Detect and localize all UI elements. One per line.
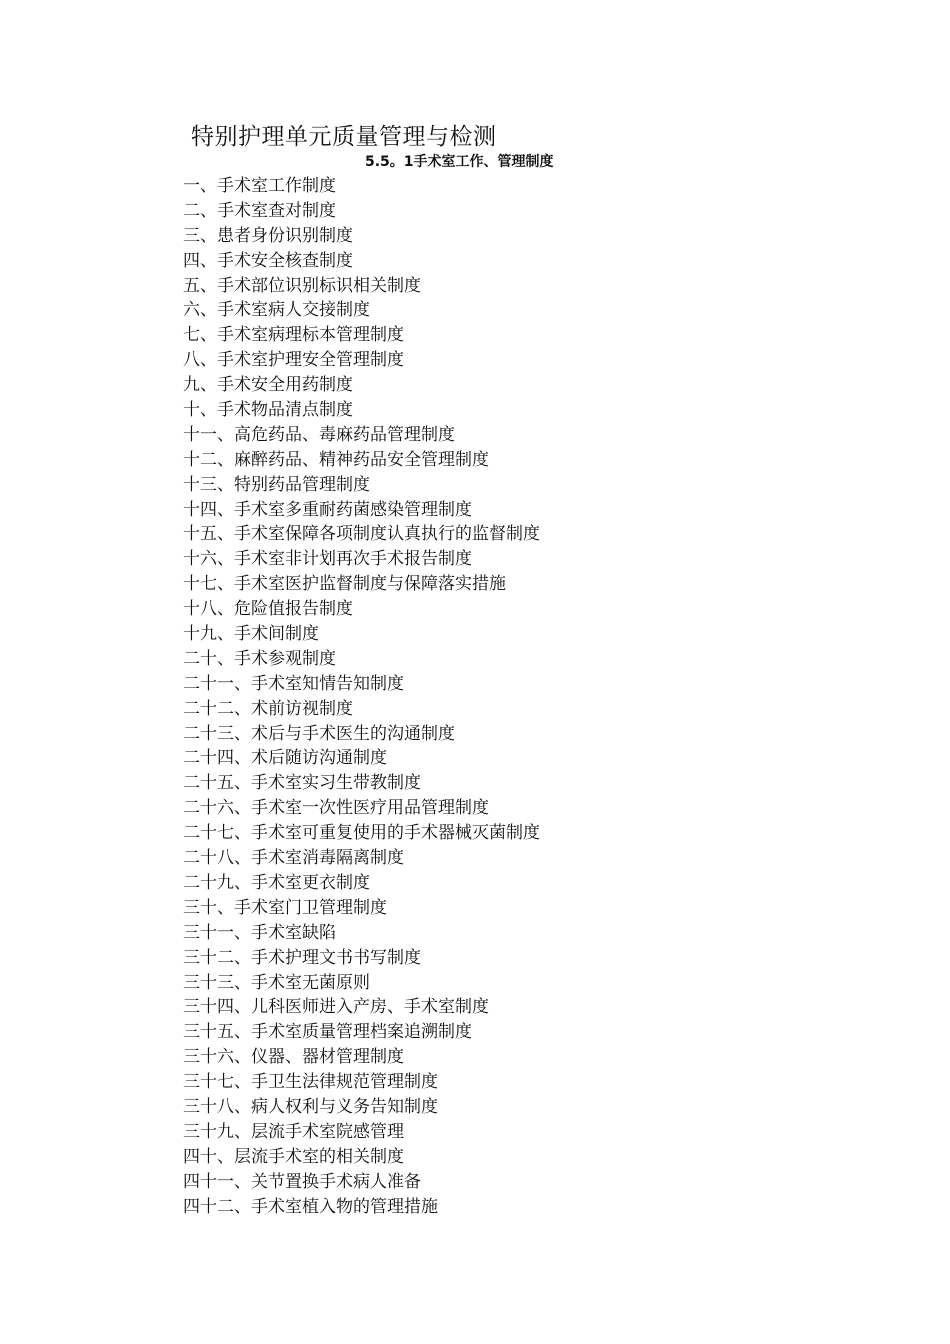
list-item: 二、手术室查对制度 <box>183 200 336 221</box>
list-item: 三十三、手术室无菌原则 <box>183 972 370 993</box>
list-item: 四十二、手术室植入物的管理措施 <box>183 1196 438 1217</box>
list-item: 三十一、手术室缺陷 <box>183 922 336 943</box>
list-item: 十七、手术室医护监督制度与保障落实措施 <box>183 574 506 595</box>
list-item: 二十二、术前访视制度 <box>183 698 353 719</box>
list-item: 二十八、手术室消毒隔离制度 <box>183 848 404 869</box>
list-item: 三十五、手术室质量管理档案追溯制度 <box>183 1022 472 1043</box>
list-item: 二十六、手术室一次性医疗用品管理制度 <box>183 798 489 819</box>
list-item: 二十、手术参观制度 <box>183 648 336 669</box>
policy-list <box>183 174 540 1219</box>
list-item: 四十一、关节置换手术病人准备 <box>183 1171 421 1192</box>
document-title: 特别护理单元质量管理与检测 <box>191 124 497 150</box>
list-item: 九、手术安全用药制度 <box>183 375 353 396</box>
list-item: 四、手术安全核查制度 <box>183 250 353 271</box>
list-item: 二十九、手术室更衣制度 <box>183 872 370 893</box>
list-item: 十六、手术室非计划再次手术报告制度 <box>183 549 472 570</box>
list-item: 十九、手术间制度 <box>183 624 319 645</box>
list-item: 六、手术室病人交接制度 <box>183 300 370 321</box>
list-item: 三十八、病人权利与义务告知制度 <box>183 1096 438 1117</box>
list-item: 十一、高危药品、毒麻药品管理制度 <box>183 424 455 445</box>
list-item: 二十一、手术室知情告知制度 <box>183 673 404 694</box>
list-item: 二十七、手术室可重复使用的手术器械灭菌制度 <box>183 823 540 844</box>
list-item: 十三、特别药品管理制度 <box>183 474 370 495</box>
list-item: 十四、手术室多重耐药菌感染管理制度 <box>183 499 472 520</box>
list-item: 八、手术室护理安全管理制度 <box>183 350 404 371</box>
list-item: 三十、手术室门卫管理制度 <box>183 897 387 918</box>
list-item: 二十三、术后与手术医生的沟通制度 <box>183 723 455 744</box>
section-heading: 5.5。1手术室工作、管理制度 <box>365 154 554 170</box>
list-item: 五、手术部位识别标识相关制度 <box>183 275 421 296</box>
list-item: 十五、手术室保障各项制度认真执行的监督制度 <box>183 524 540 545</box>
list-item: 三十四、儿科医师进入产房、手术室制度 <box>183 997 489 1018</box>
list-item: 三十七、手卫生法律规范管理制度 <box>183 1072 438 1093</box>
list-item: 十二、麻醉药品、精神药品安全管理制度 <box>183 449 489 470</box>
list-item: 三十九、层流手术室院感管理 <box>183 1121 404 1142</box>
list-item: 三、患者身份识别制度 <box>183 225 353 246</box>
list-item: 四十、层流手术室的相关制度 <box>183 1146 404 1167</box>
list-item: 二十四、术后随访沟通制度 <box>183 748 387 769</box>
list-item: 十、手术物品清点制度 <box>183 400 353 421</box>
list-item: 一、手术室工作制度 <box>183 176 336 196</box>
list-item: 十八、危险值报告制度 <box>183 599 353 620</box>
list-item: 三十二、手术护理文书书写制度 <box>183 947 421 968</box>
list-item: 三十六、仪器、器材管理制度 <box>183 1047 404 1068</box>
list-item: 二十五、手术室实习生带教制度 <box>183 773 421 794</box>
list-item: 七、手术室病理标本管理制度 <box>183 325 404 346</box>
